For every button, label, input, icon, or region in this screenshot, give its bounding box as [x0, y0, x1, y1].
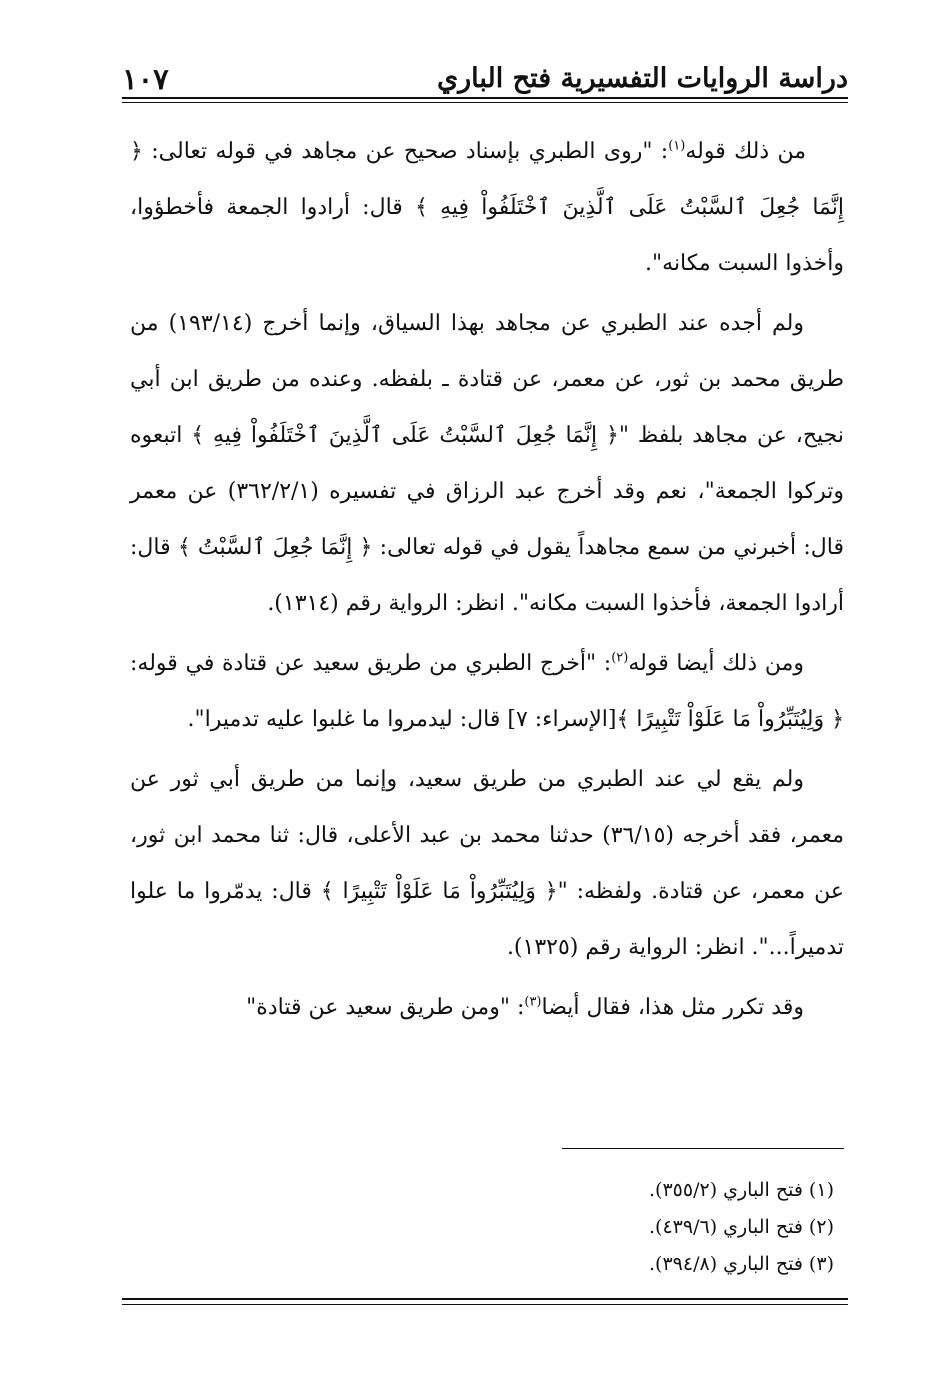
- paragraph-1-body: : "روى الطبري بإسناد صحيح عن مجاهد في قوله تعالى: ﴿ إِنَّمَا جُعِلَ ٱلسَّبْتُ عَلَى ٱلَّذِينَ ٱخْتَلَفُواْ فِيهِ ﴾ قال: أرادوا الجمعة فأخطؤوا، وأخذوا السبت مكانه".: [130, 139, 844, 276]
- paragraph-5-lead: وقد تكرر مثل هذا، فقال أيضا: [541, 995, 804, 1020]
- paragraph-4: ولم يقع لي عند الطبري من طريق سعيد، وإنما من طريق أبي ثور عن معمر، فقد أخرجه (٣٦/١٥) حدثنا محمد بن عبد الأعلى، قال: ثنا محمد ابن ثور، عن معمر، عن قتادة. ولفظه: "﴿ وَلِيُتَبِّرُواْ مَا عَلَوْاْ تَتْبِيرًا ﴾ قال: يدمّروا ما علوا تدميراً...". انظر: الرواية رقم (١٣٢٥).: [130, 767, 844, 960]
- main-text: [130, 124, 844, 1040]
- paragraph-3-lead: ومن ذلك أيضا قوله: [628, 651, 804, 676]
- footnote-2: (٢) فتح الباري (٤٣٩/٦).: [649, 1216, 834, 1238]
- footnotes: [420, 1172, 834, 1283]
- header-rule-thin: [122, 102, 848, 103]
- paragraph-1: [130, 124, 844, 292]
- header-rule: [122, 97, 848, 99]
- footnote-ref-3: (٣): [524, 994, 542, 1010]
- footnote-3: (٣) فتح الباري (٣٩٤/٨).: [649, 1253, 834, 1275]
- paragraph-3: [130, 636, 844, 748]
- footer-rule-thin: [122, 1304, 848, 1305]
- paragraph-5-body: : "ومن طريق سعيد عن قتادة": [246, 995, 525, 1020]
- footer-rule: [122, 1298, 848, 1300]
- running-title: دراسة الروايات التفسيرية فتح الباري: [437, 63, 848, 94]
- paragraph-2: ولم أجده عند الطبري عن مجاهد بهذا السياق، وإنما أخرج (١٩٣/١٤) من طريق محمد بن ثور، عن معمر، عن قتادة ـ بلفظه. وعنده من طريق ابن أبي نجيح، عن مجاهد بلفظ "﴿ إِنَّمَا جُعِلَ ٱلسَّبْتُ عَلَى ٱلَّذِينَ ٱخْتَلَفُواْ فِيهِ ﴾ اتبعوه وتركوا الجمعة"، نعم وقد أخرج عبد الرزاق في تفسيره (٣٦٢/٢/١) عن معمر قال: أخبرني من سمع مجاهداً يقول في قوله تعالى: ﴿ إِنَّمَا جُعِلَ ٱلسَّبْتُ ﴾ قال: أرادوا الجمعة، فأخذوا السبت مكانه". انظر: الرواية رقم (١٣١٤).: [130, 311, 844, 616]
- footnote-ref-2: (٢): [611, 650, 629, 666]
- footnote-1: (١) فتح الباري (٣٥٥/٢).: [649, 1179, 834, 1201]
- paragraph-3-body: : "أخرج الطبري من طريق سعيد عن قتادة في قوله: ﴿ وَلِيُتَبِّرُواْ مَا عَلَوْاْ تَتْبِيرًا ﴾[الإسراء: ٧] قال: ليدمروا ما غلبوا عليه تدميرا".: [130, 651, 844, 732]
- paragraph-1-lead: من ذلك قوله: [685, 139, 806, 164]
- paragraph-5: [130, 980, 844, 1036]
- page-number: ١٠٧: [122, 62, 169, 96]
- footnote-ref-1: (١): [668, 138, 686, 154]
- page-header: [122, 62, 848, 96]
- footnote-separator: [562, 1148, 844, 1149]
